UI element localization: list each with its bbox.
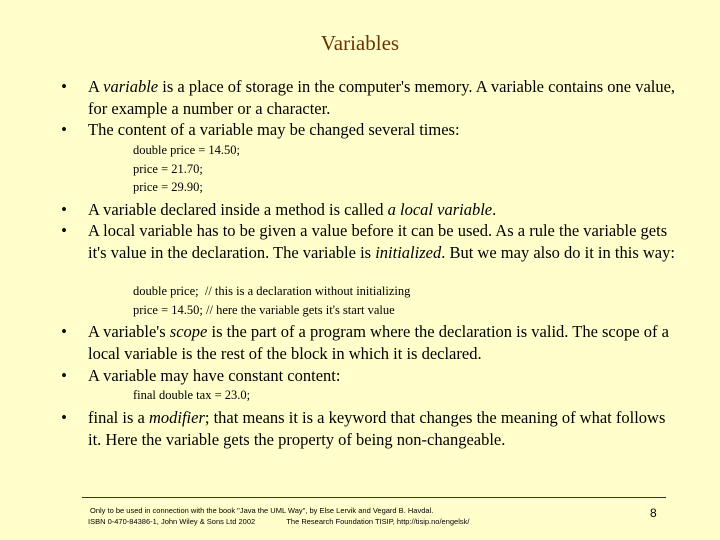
bullet-text: A local variable has to be given a value before it can be used. As a rule the variable gets it's value in the declaration. The variable is initialized. But we may also do it in this way: [88,221,675,262]
footer-publisher: The Research Foundation TISIP, http://tisip.no/engelsk/ [286,517,470,526]
footer-isbn: ISBN 0-470-84386-1, John Wiley & Sons Ltd 2002 [88,517,256,526]
bullet-text: The content of a variable may be changed several times: [88,120,460,139]
bullet-text: A variable's scope is the part of a program where the declaration is valid. The scope of a local variable is the rest of the block in which it is declared. [88,322,669,363]
code-block [133,386,250,405]
code-line: double price = 14.50; [133,143,241,157]
bullet-dot: • [61,322,67,341]
code-line: price = 21.70; [133,161,203,176]
code-line: double price; // this is a declaration without initializing [133,284,411,298]
bullet-dot: • [61,408,67,427]
code-block [133,282,410,319]
bullet-text: A variable declared inside a method is called a local variable. [88,200,497,219]
footer-line-2 [88,516,469,527]
bullet-text: A variable may have constant content: [88,366,341,385]
code-block [133,141,240,197]
footer [88,505,469,527]
footer-line-1: Only to be used in connection with the book "Java the UML Way", by Else Lervik and Vegard B. Havdal. [90,506,434,515]
bullet-dot: • [61,120,67,139]
footer-divider [82,497,666,498]
code-line: price = 29.90; [133,180,203,194]
bullet-dot: • [61,221,67,240]
page-number: 8 [650,506,657,520]
code-line: price = 14.50; // here the variable gets it's start value [133,302,395,317]
bullet-text: A variable is a place of storage in the computer's memory. A variable contains one value, for example a number or a character. [88,77,676,118]
bullet-text: final is a modifier; that means it is a keyword that changes the meaning of what follows it. Here the variable gets the property of being non-changeable. [88,408,666,449]
bullet-dot: • [61,77,67,96]
bullet-dot: • [61,366,67,385]
bullet-dot: • [61,200,67,219]
slide-title: Variables [320,31,400,55]
code-line: final double tax = 23.0; [133,388,251,402]
